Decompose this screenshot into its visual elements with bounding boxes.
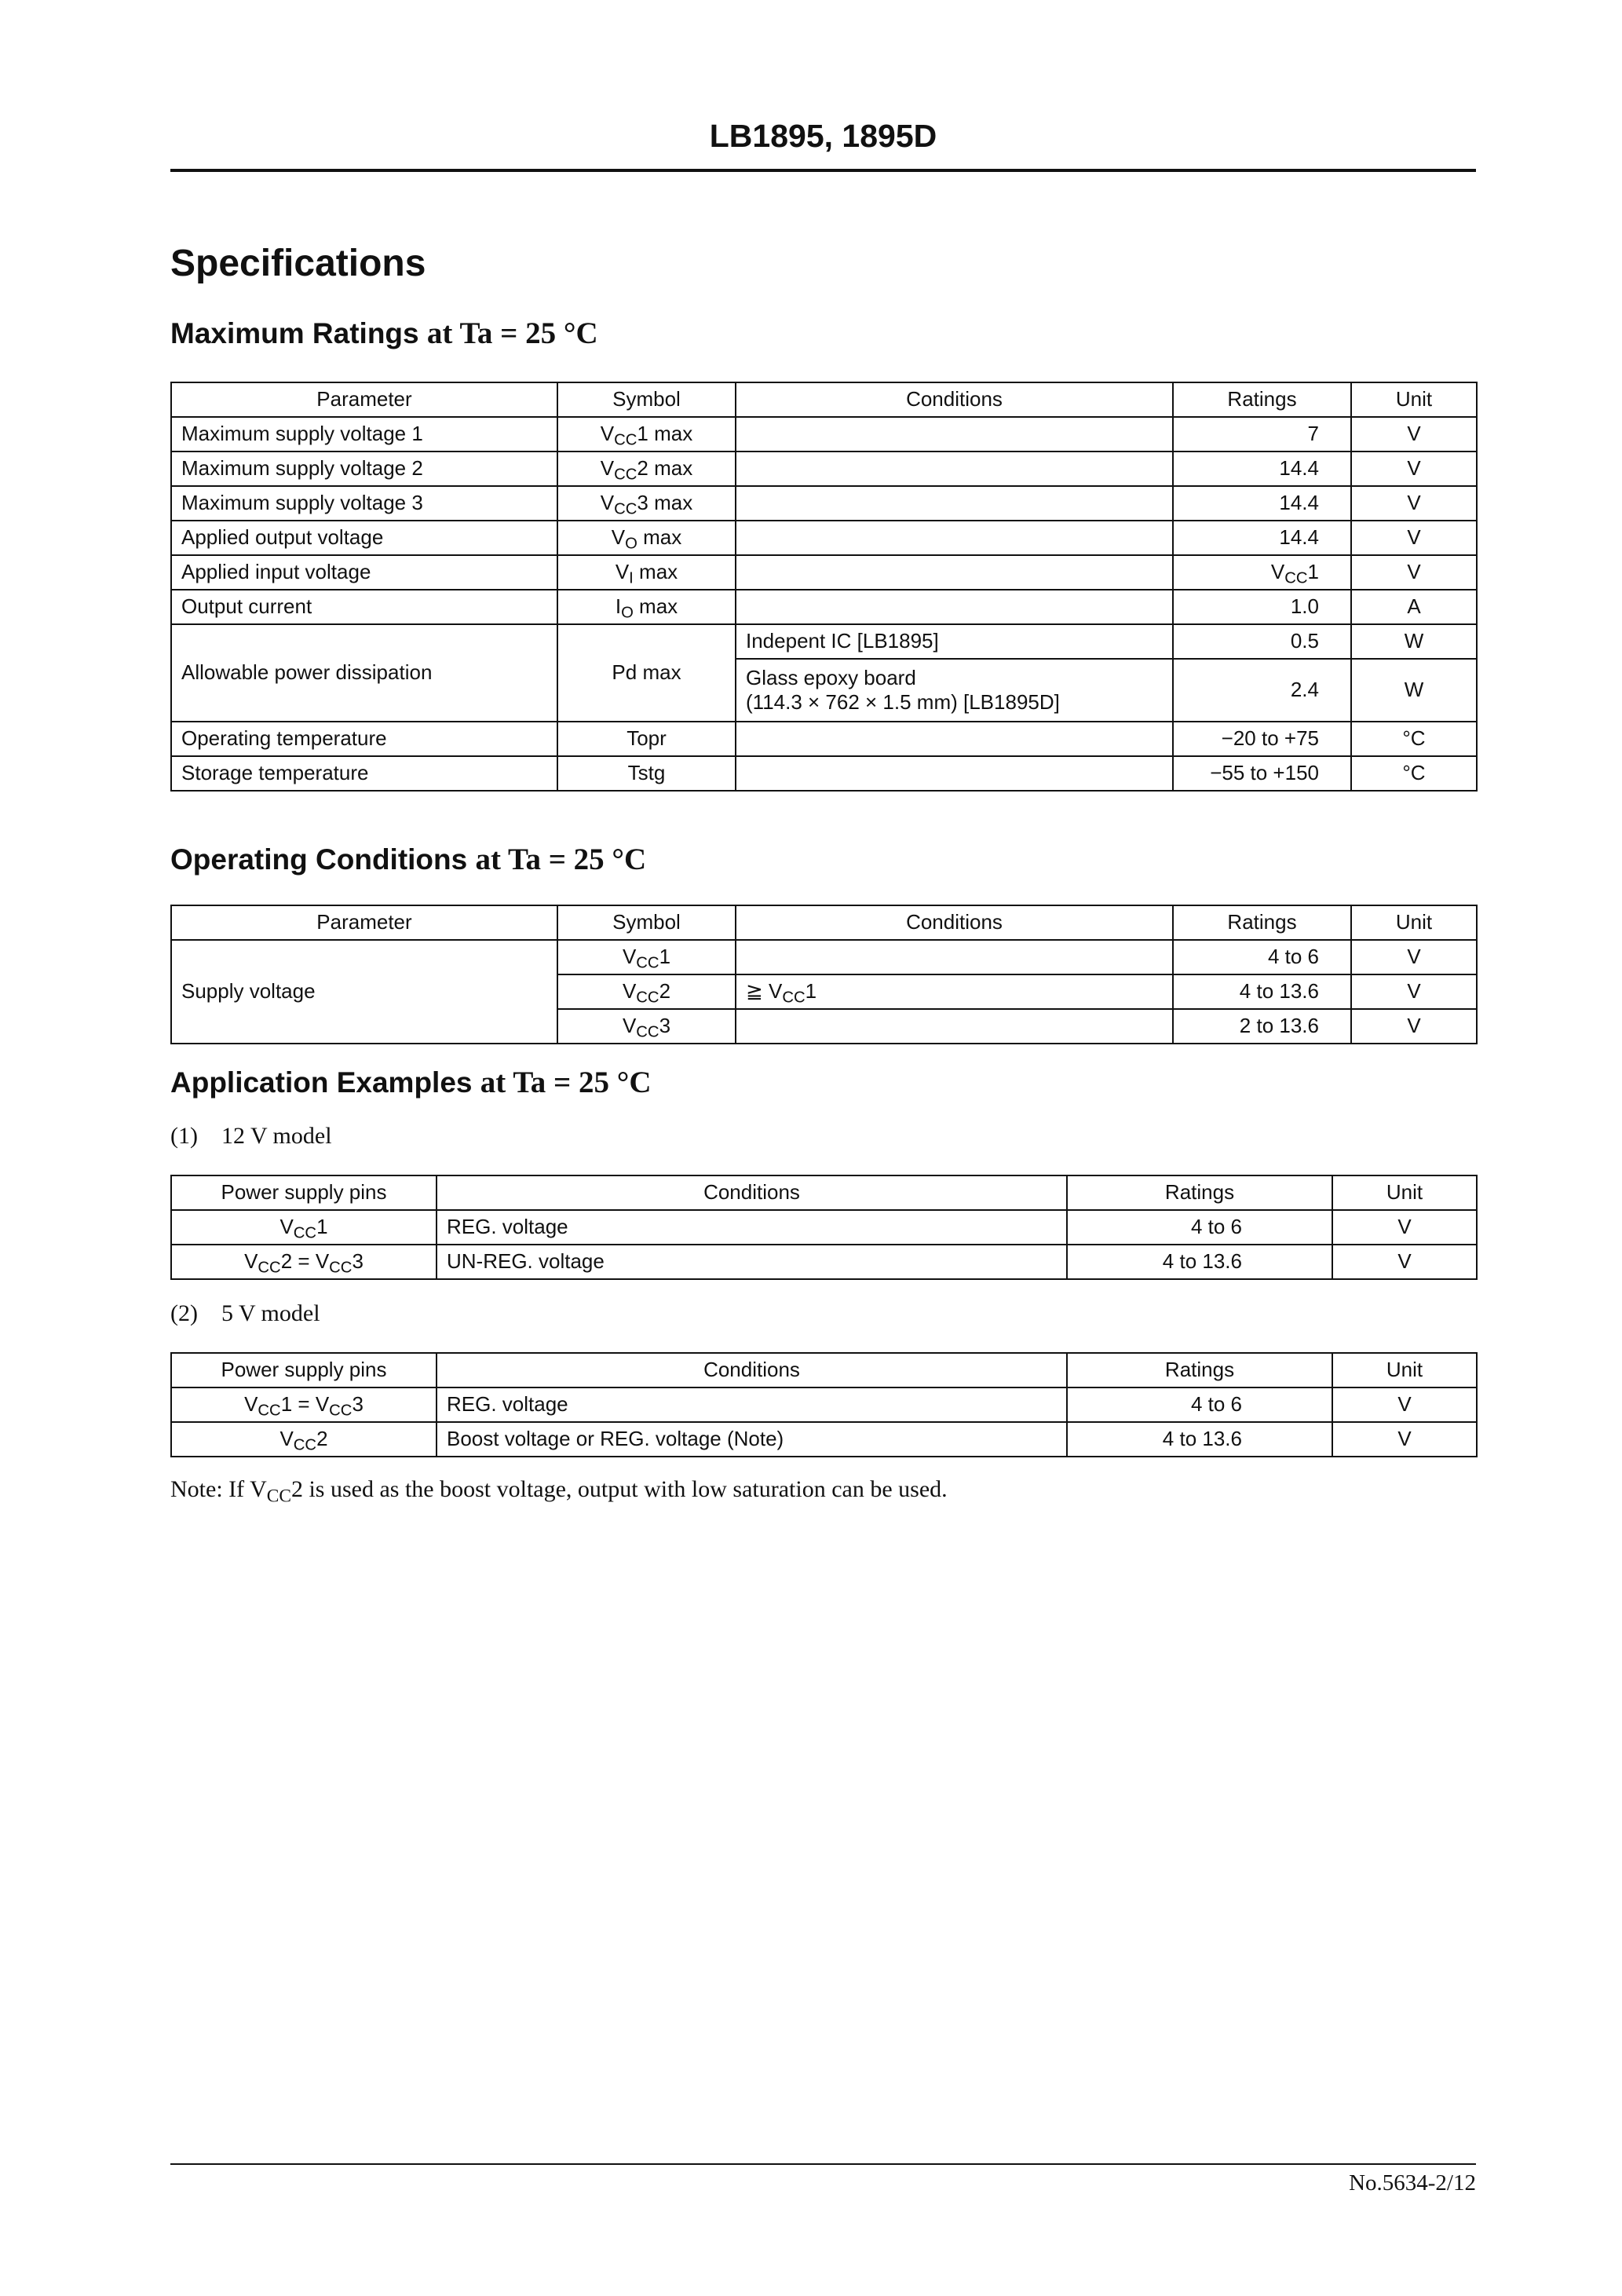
conditions-cell [736,452,1173,486]
conditions-cell: UN-REG. voltage [437,1245,1067,1279]
pin-cell: $V_{CC}1 = V_{CC}3$ [171,1387,437,1422]
ratings-cell: 4 to 13.6 [1067,1422,1332,1457]
unit-cell: V [1351,452,1477,486]
conditions-cell [736,1009,1173,1044]
col-header: Conditions [736,382,1173,417]
col-header: Conditions [437,1175,1067,1210]
unit-cell: V [1332,1245,1477,1279]
table-header-row [171,905,1477,940]
max-ratings-heading [170,316,598,351]
conditions-cell: Glass epoxy board (114.3 × 762 × 1.5 mm) [LB1895D] [736,659,1173,722]
table-row [171,1210,1477,1245]
symbol-cell: $I_O$ max [557,590,736,624]
symbol-cell: $V_{CC}2$ [557,974,736,1009]
conditions-cell [736,722,1173,756]
parameter-cell: Applied input voltage [171,555,557,590]
unit-cell: V [1351,486,1477,521]
table-row [171,940,1477,974]
page-number: No.5634-2/12 [1349,2170,1476,2195]
table-row [171,521,1477,555]
parameter-cell: Maximum supply voltage 2 [171,452,557,486]
unit-cell: V [1332,1387,1477,1422]
footnote: Note: If $V_{CC}2$ is used as the boost voltage, output with low saturation can be used. [170,1476,948,1507]
ratings-cell: 14.4 [1173,521,1351,555]
conditions-cell: Indepent IC [LB1895] [736,624,1173,659]
header-rule [170,169,1476,172]
table-row [171,590,1477,624]
operating-table [170,905,1478,1044]
col-header: Unit [1332,1175,1477,1210]
ratings-cell: 1.0 [1173,590,1351,624]
parameter-cell: Supply voltage [171,940,557,1044]
ratings-cell: 4 to 6 [1173,940,1351,974]
symbol-cell: Tstg [557,756,736,791]
pin-cell: $V_{CC}2$ [171,1422,437,1457]
col-header: Symbol [557,905,736,940]
conditions-cell [736,590,1173,624]
symbol-cell: $V_{CC}3$ [557,1009,736,1044]
col-header: Ratings [1173,905,1351,940]
operating-condition: at Ta = 25 °C [475,843,647,876]
ratings-cell: 2 to 13.6 [1173,1009,1351,1044]
conditions-cell [736,521,1173,555]
operating-heading [170,842,646,877]
col-header: Power supply pins [171,1353,437,1387]
parameter-cell: Applied output voltage [171,521,557,555]
ratings-cell: 4 to 6 [1067,1387,1332,1422]
unit-cell: W [1351,659,1477,722]
table-row [171,624,1477,659]
table-row [171,1422,1477,1457]
table-row [171,1387,1477,1422]
unit-cell: W [1351,624,1477,659]
col-header: Parameter [171,905,557,940]
table-header-row [171,382,1477,417]
ratings-cell: $V_{CC}1$ [1173,555,1351,590]
symbol-cell: Topr [557,722,736,756]
pin-cell: $V_{CC}2 = V_{CC}3$ [171,1245,437,1279]
symbol-cell: $V_{CC}3$ max [557,486,736,521]
unit-cell: V [1332,1210,1477,1245]
col-header: Conditions [736,905,1173,940]
document-title: LB1895, 1895D [709,118,937,154]
ratings-cell: 0.5 [1173,624,1351,659]
symbol-cell: $V_O$ max [557,521,736,555]
unit-cell: V [1351,974,1477,1009]
table-row [171,452,1477,486]
unit-cell: °C [1351,756,1477,791]
table-header-row [171,1175,1477,1210]
col-header: Unit [1351,382,1477,417]
parameter-cell: Allowable power dissipation [171,624,557,722]
unit-cell: A [1351,590,1477,624]
operating-title: Operating Conditions [170,843,468,876]
conditions-cell [736,555,1173,590]
col-header: Unit [1332,1353,1477,1387]
application-title: Application Examples [170,1066,473,1099]
conditions-cell: REG. voltage [437,1387,1067,1422]
table-row [171,417,1477,452]
max-ratings-condition: at Ta = 25 °C [426,316,598,350]
symbol-cell: $V_{CC}1$ [557,940,736,974]
conditions-cell [736,417,1173,452]
model2-label: (2) 5 V model [170,1300,320,1326]
col-header: Conditions [437,1353,1067,1387]
max-ratings-table [170,382,1478,792]
symbol-cell: $V_I$ max [557,555,736,590]
conditions-cell [736,940,1173,974]
symbol-cell: $V_{CC}1$ max [557,417,736,452]
conditions-cell: ≧ $V_{CC}1$ [736,974,1173,1009]
table-row [171,722,1477,756]
conditions-cell: REG. voltage [437,1210,1067,1245]
conditions-cell: Boost voltage or REG. voltage (Note) [437,1422,1067,1457]
section-title: Specifications [170,243,426,284]
table-row [171,555,1477,590]
model2-table [170,1352,1478,1457]
unit-cell: V [1351,555,1477,590]
unit-cell: V [1332,1422,1477,1457]
application-condition: at Ta = 25 °C [480,1066,652,1099]
parameter-cell: Maximum supply voltage 3 [171,486,557,521]
ratings-cell: −55 to +150 [1173,756,1351,791]
unit-cell: V [1351,417,1477,452]
col-header: Unit [1351,905,1477,940]
model1-label: (1) 12 V model [170,1123,332,1149]
symbol-cell: Pd max [557,624,736,722]
table-row [171,486,1477,521]
unit-cell: V [1351,1009,1477,1044]
col-header: Ratings [1067,1353,1332,1387]
ratings-cell: 4 to 6 [1067,1210,1332,1245]
col-header: Parameter [171,382,557,417]
parameter-cell: Storage temperature [171,756,557,791]
ratings-cell: 14.4 [1173,452,1351,486]
parameter-cell: Maximum supply voltage 1 [171,417,557,452]
symbol-cell: $V_{CC}2$ max [557,452,736,486]
col-header: Ratings [1173,382,1351,417]
unit-cell: V [1351,940,1477,974]
footer-rule [170,2163,1476,2165]
table-row [171,756,1477,791]
max-ratings-title: Maximum Ratings [170,317,419,349]
table-header-row [171,1353,1477,1387]
ratings-cell: 14.4 [1173,486,1351,521]
col-header: Ratings [1067,1175,1332,1210]
ratings-cell: 4 to 13.6 [1173,974,1351,1009]
col-header: Symbol [557,382,736,417]
conditions-cell [736,486,1173,521]
table-row [171,1245,1477,1279]
pin-cell: $V_{CC}1$ [171,1210,437,1245]
parameter-cell: Output current [171,590,557,624]
ratings-cell: 7 [1173,417,1351,452]
model1-table [170,1175,1478,1280]
unit-cell: V [1351,521,1477,555]
parameter-cell: Operating temperature [171,722,557,756]
application-heading [170,1065,651,1100]
ratings-cell: −20 to +75 [1173,722,1351,756]
conditions-cell [736,756,1173,791]
col-header: Power supply pins [171,1175,437,1210]
unit-cell: °C [1351,722,1477,756]
ratings-cell: 4 to 13.6 [1067,1245,1332,1279]
ratings-cell: 2.4 [1173,659,1351,722]
